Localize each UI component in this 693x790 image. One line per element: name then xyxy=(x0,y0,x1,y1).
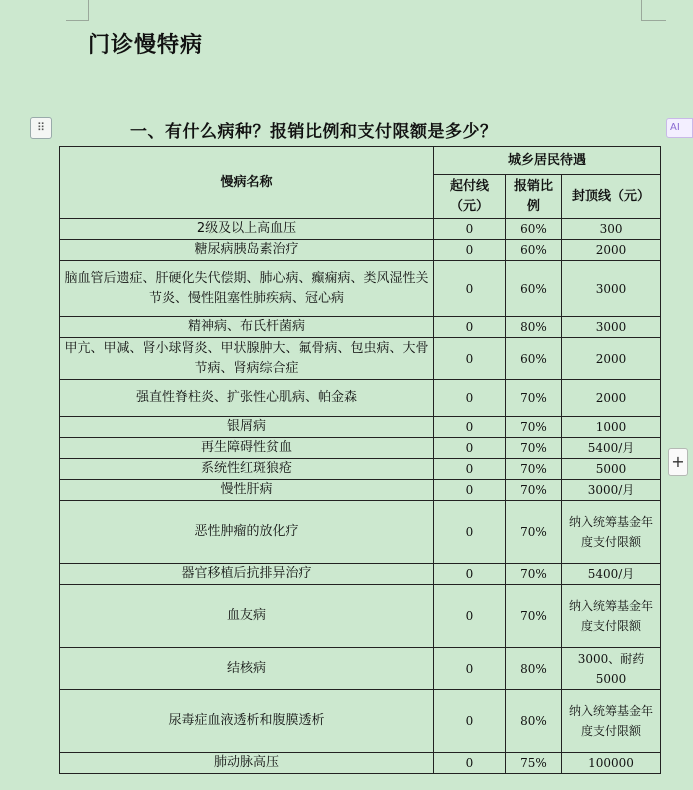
cell-disease-name: 慢性肝病 xyxy=(60,480,434,501)
header-cap: 封顶线（元） xyxy=(562,175,661,219)
table-row xyxy=(60,690,661,753)
table-row xyxy=(60,380,661,417)
cell-disease-name: 尿毒症血液透析和腹膜透析 xyxy=(60,690,434,753)
cell-ratio: 75% xyxy=(506,753,562,774)
cell-disease-name: 强直性脊柱炎、扩张性心肌病、帕金森 xyxy=(60,380,434,417)
table-row xyxy=(60,585,661,648)
cell-ratio: 70% xyxy=(506,564,562,585)
cell-cap: 3000 xyxy=(562,261,661,317)
cell-disease-name: 结核病 xyxy=(60,648,434,690)
table-row xyxy=(60,564,661,585)
cell-deductible: 0 xyxy=(434,317,506,338)
cell-deductible: 0 xyxy=(434,564,506,585)
cell-cap: 2000 xyxy=(562,240,661,261)
table-row xyxy=(60,438,661,459)
table-row xyxy=(60,459,661,480)
cell-deductible: 0 xyxy=(434,438,506,459)
header-disease-name: 慢病名称 xyxy=(60,147,434,219)
cell-cap: 100000 xyxy=(562,753,661,774)
cell-ratio: 60% xyxy=(506,261,562,317)
cell-cap: 2000 xyxy=(562,338,661,380)
cell-deductible: 0 xyxy=(434,380,506,417)
cell-disease-name: 系统性红斑狼疮 xyxy=(60,459,434,480)
cell-cap: 3000/月 xyxy=(562,480,661,501)
cell-ratio: 70% xyxy=(506,459,562,480)
cell-disease-name: 糖尿病胰岛素治疗 xyxy=(60,240,434,261)
table-row xyxy=(60,338,661,380)
cell-ratio: 80% xyxy=(506,648,562,690)
cell-cap: 5400/月 xyxy=(562,564,661,585)
document-title: 门诊慢特病 xyxy=(88,32,204,58)
page-corner-mark-left xyxy=(66,0,89,21)
cell-ratio: 70% xyxy=(506,417,562,438)
cell-cap: 5000 xyxy=(562,459,661,480)
cell-cap: 纳入统筹基金年度支付限额 xyxy=(562,501,661,564)
cell-cap: 纳入统筹基金年度支付限额 xyxy=(562,585,661,648)
cell-cap: 2000 xyxy=(562,380,661,417)
cell-ratio: 60% xyxy=(506,338,562,380)
table-row xyxy=(60,501,661,564)
table-row xyxy=(60,480,661,501)
cell-cap: 3000、耐药5000 xyxy=(562,648,661,690)
cell-disease-name: 器官移植后抗排异治疗 xyxy=(60,564,434,585)
cell-deductible: 0 xyxy=(434,585,506,648)
cell-disease-name: 脑血管后遗症、肝硬化失代偿期、肺心病、癫痫病、类风湿性关节炎、慢性阻塞性肺疾病、冠心病 xyxy=(60,261,434,317)
table-row xyxy=(60,317,661,338)
cell-ratio: 60% xyxy=(506,240,562,261)
header-deductible: 起付线（元） xyxy=(434,175,506,219)
table-row xyxy=(60,261,661,317)
table-body xyxy=(60,219,661,774)
cell-disease-name: 恶性肿瘤的放化疗 xyxy=(60,501,434,564)
table-row xyxy=(60,753,661,774)
cell-deductible: 0 xyxy=(434,690,506,753)
cell-deductible: 0 xyxy=(434,240,506,261)
ai-assistant-tag[interactable]: AI xyxy=(666,118,693,138)
cell-cap: 1000 xyxy=(562,417,661,438)
cell-deductible: 0 xyxy=(434,338,506,380)
cell-disease-name: 甲亢、甲减、肾小球肾炎、甲状腺肿大、氟骨病、包虫病、大骨节病、肾病综合症 xyxy=(60,338,434,380)
cell-cap: 纳入统筹基金年度支付限额 xyxy=(562,690,661,753)
table-row xyxy=(60,240,661,261)
page-corner-mark-right xyxy=(641,0,666,21)
header-ratio: 报销比例 xyxy=(506,175,562,219)
header-group-resident: 城乡居民待遇 xyxy=(434,147,661,175)
cell-deductible: 0 xyxy=(434,753,506,774)
cell-deductible: 0 xyxy=(434,648,506,690)
cell-ratio: 70% xyxy=(506,501,562,564)
cell-ratio: 70% xyxy=(506,480,562,501)
cell-disease-name: 肺动脉高压 xyxy=(60,753,434,774)
cell-ratio: 60% xyxy=(506,219,562,240)
cell-ratio: 70% xyxy=(506,380,562,417)
cell-deductible: 0 xyxy=(434,417,506,438)
cell-cap: 300 xyxy=(562,219,661,240)
cell-deductible: 0 xyxy=(434,261,506,317)
cell-disease-name: 精神病、布氏杆菌病 xyxy=(60,317,434,338)
table-drag-handle-icon[interactable]: ⠿ xyxy=(30,117,52,139)
cell-cap: 3000 xyxy=(562,317,661,338)
cell-deductible: 0 xyxy=(434,501,506,564)
table-row xyxy=(60,417,661,438)
table-row xyxy=(60,648,661,690)
cell-cap: 5400/月 xyxy=(562,438,661,459)
cell-disease-name: 再生障碍性贫血 xyxy=(60,438,434,459)
add-row-plus-icon[interactable]: + xyxy=(668,448,688,476)
section-heading: 一、有什么病种？报销比例和支付限额是多少？ xyxy=(130,122,498,142)
cell-deductible: 0 xyxy=(434,480,506,501)
cell-disease-name: 2级及以上高血压 xyxy=(60,219,434,240)
cell-deductible: 0 xyxy=(434,219,506,240)
table-row xyxy=(60,219,661,240)
cell-disease-name: 血友病 xyxy=(60,585,434,648)
cell-ratio: 70% xyxy=(506,585,562,648)
cell-disease-name: 银屑病 xyxy=(60,417,434,438)
cell-ratio: 80% xyxy=(506,690,562,753)
disease-table xyxy=(59,146,661,774)
cell-deductible: 0 xyxy=(434,459,506,480)
cell-ratio: 80% xyxy=(506,317,562,338)
cell-ratio: 70% xyxy=(506,438,562,459)
